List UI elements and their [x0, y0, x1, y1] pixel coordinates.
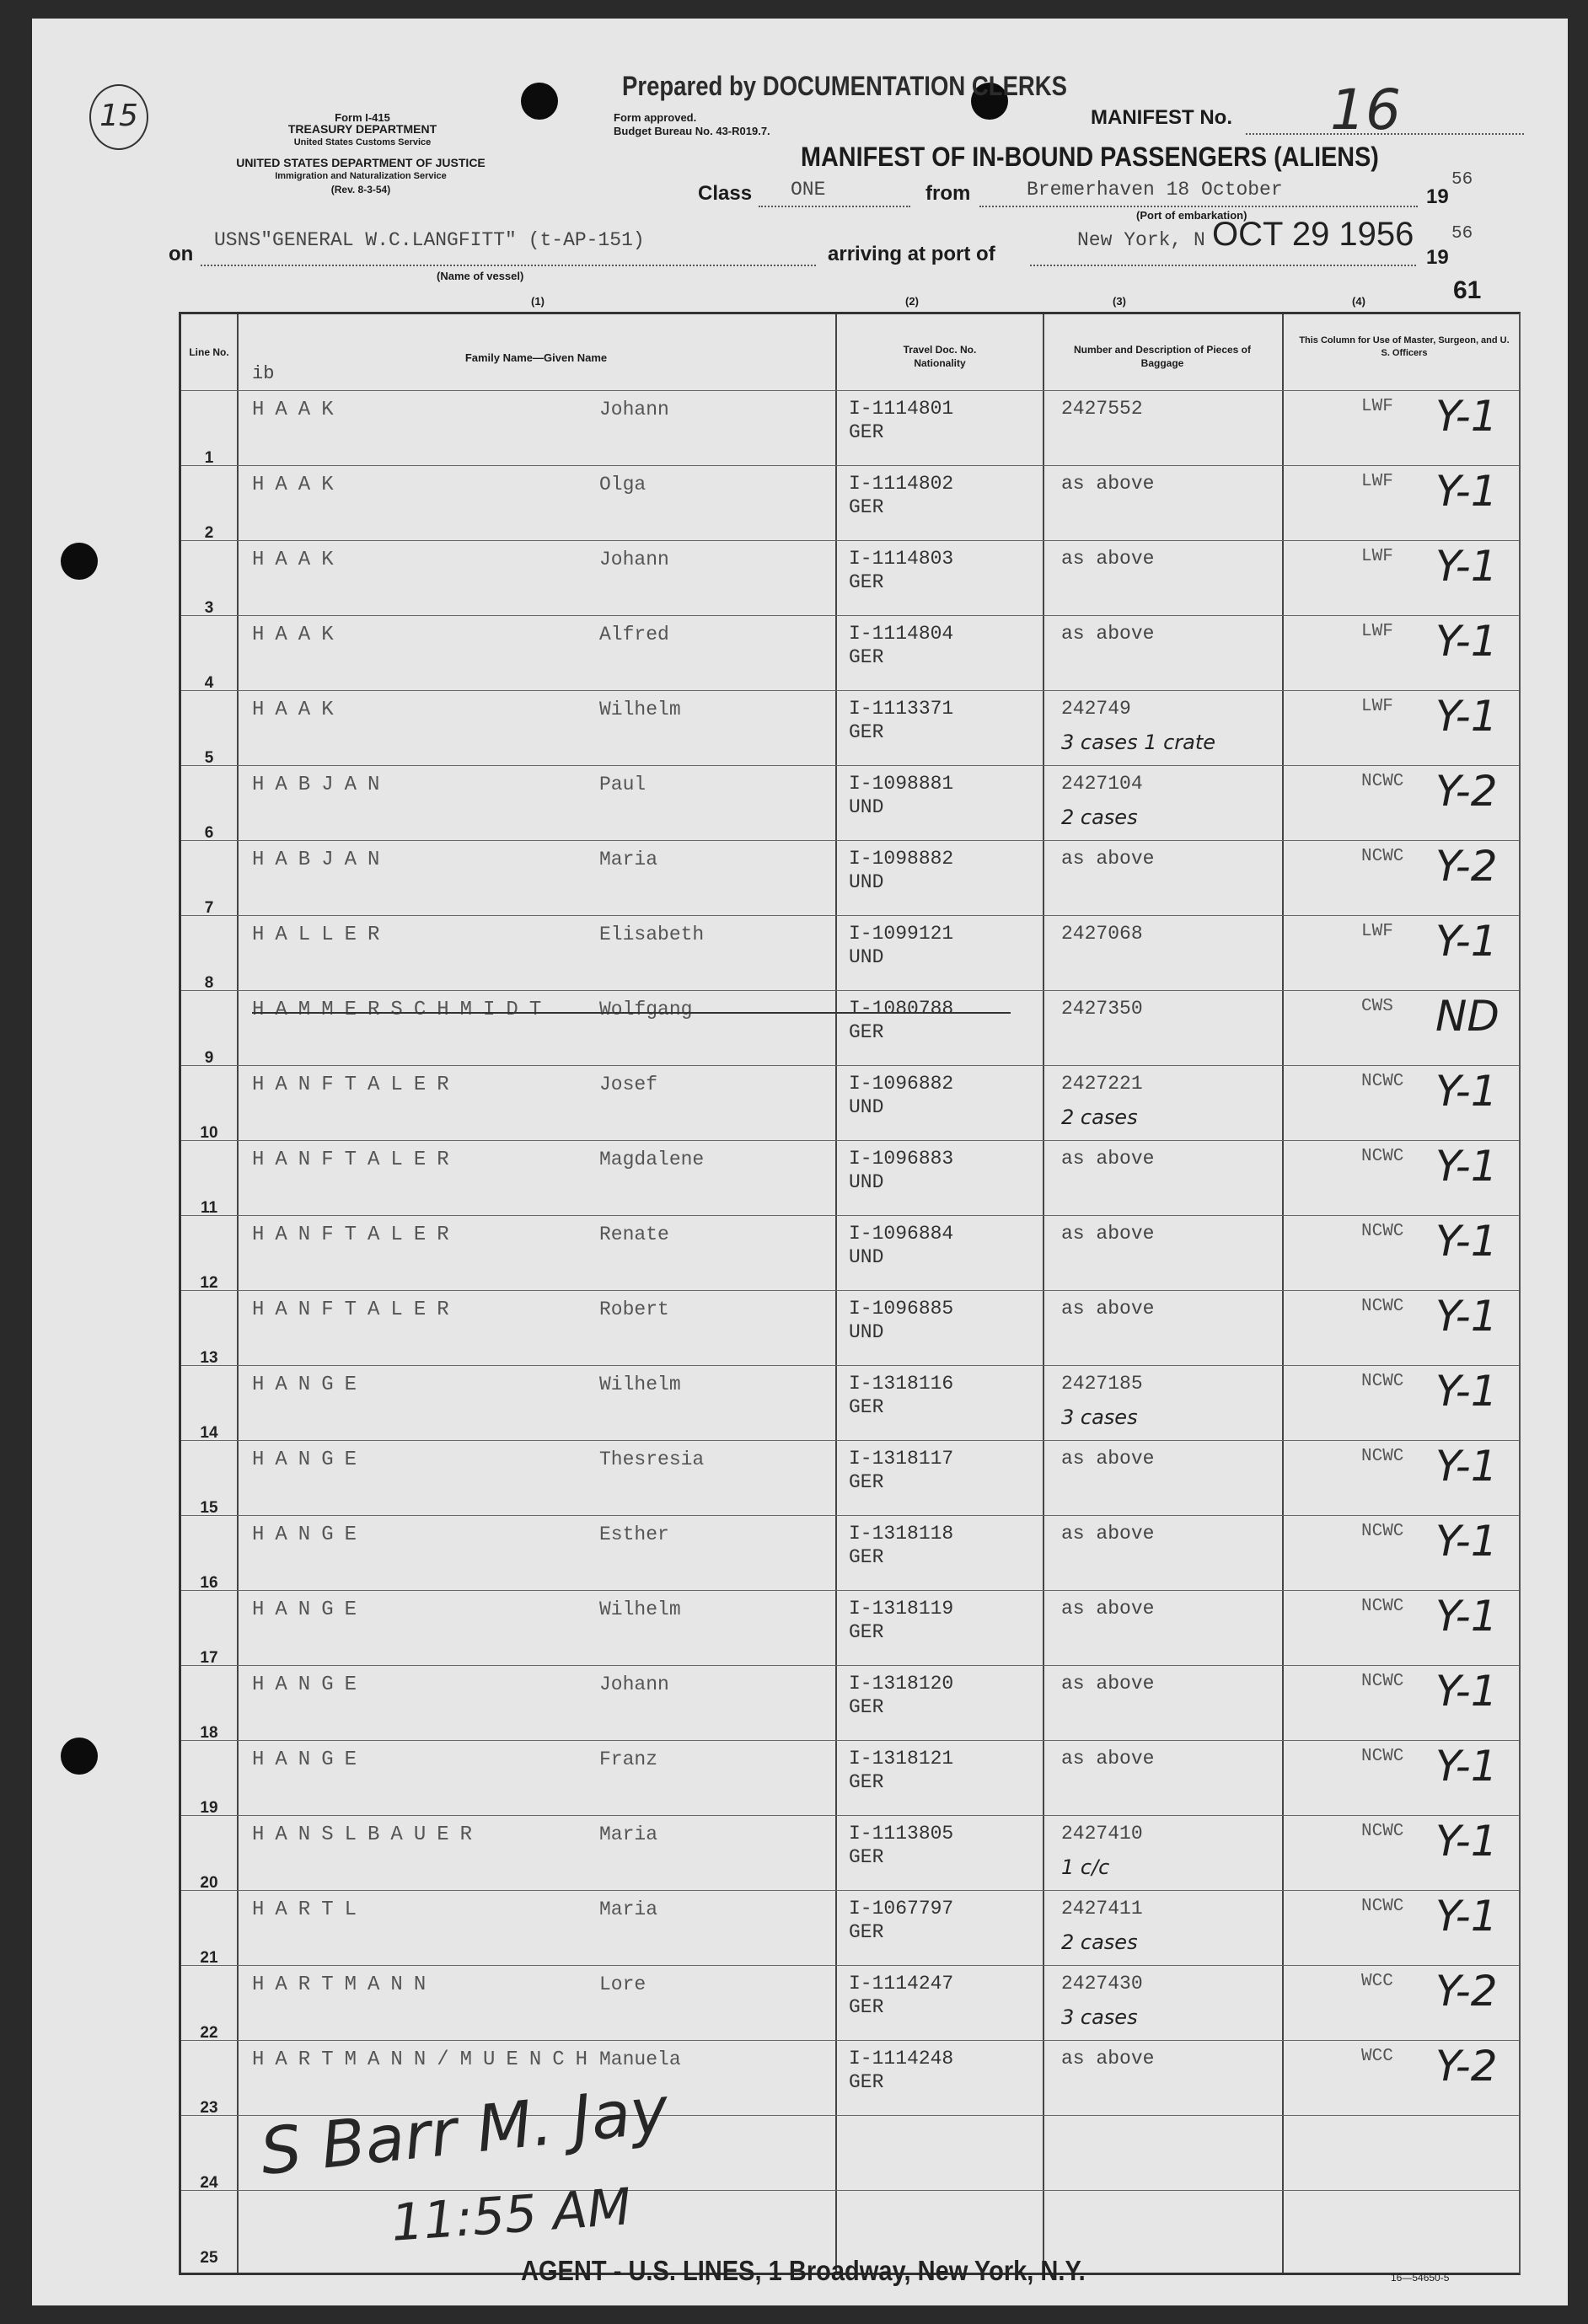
budget-bureau: Budget Bureau No. 43-R019.7.	[614, 125, 770, 137]
line-number: 6	[204, 824, 214, 842]
col-header-name: Family Name—Given Name	[464, 351, 608, 364]
col-header-travel-doc-text: Travel Doc. No. Nationality	[903, 344, 977, 369]
punch-hole-left-lower	[61, 1738, 98, 1775]
prepared-by-stamp: Prepared by DOCUMENTATION CLERKS	[622, 71, 1068, 101]
baggage-description: 3 cases	[1061, 2005, 1138, 2029]
manifest-sheet	[32, 19, 1568, 2305]
punch-hole-left-upper	[61, 543, 98, 580]
family-name: HAAK	[252, 399, 345, 421]
row-divider	[181, 390, 1519, 391]
form-number: Form I-415	[335, 111, 390, 124]
officer-mark: Y-1	[1435, 392, 1498, 441]
officer-mark: Y-1	[1435, 1592, 1498, 1641]
officer-mark: Y-1	[1435, 1067, 1498, 1116]
line-number: 11	[200, 1199, 218, 1217]
row-divider	[181, 1890, 1519, 1891]
baggage-description: 2 cases	[1061, 1930, 1138, 1954]
punch-hole-top-left	[521, 83, 558, 120]
revision-date: (Rev. 8-3-54)	[330, 184, 391, 195]
row-divider	[181, 2040, 1519, 2041]
travel-doc-number: I-1096882	[849, 1073, 954, 1095]
col-num-2: (2)	[905, 295, 919, 308]
baggage-number: as above	[1061, 1523, 1155, 1545]
line-number: 15	[200, 1499, 218, 1517]
col-divider-2	[835, 314, 837, 2273]
year-1: 56	[1451, 170, 1473, 190]
officer-mark: Y-1	[1435, 1367, 1498, 1416]
officer-mark: Y-1	[1435, 467, 1498, 516]
travel-doc-number: I-1067797	[849, 1898, 954, 1920]
nationality: GER	[849, 646, 884, 668]
given-name: Alfred	[599, 624, 669, 645]
year-prefix-2: 19	[1426, 246, 1449, 269]
baggage-description: 3 cases 1 crate	[1061, 731, 1216, 754]
agency-code: LWF	[1361, 397, 1393, 416]
date-stamp: OCT 29 1956	[1212, 216, 1414, 253]
agency-code: NCWC	[1361, 1447, 1404, 1466]
row-divider	[181, 1665, 1519, 1666]
agency-code: LWF	[1361, 547, 1393, 566]
col-header-line-no	[183, 346, 235, 358]
col-header-travel-doc	[881, 343, 999, 370]
agency-code: LWF	[1361, 922, 1393, 941]
officer-mark: Y-1	[1435, 1442, 1498, 1491]
row-divider	[181, 615, 1519, 616]
family-name: HAMMERSCHMIDT	[252, 999, 553, 1021]
officer-mark: Y-1	[1435, 617, 1498, 666]
given-name: Wilhelm	[599, 1598, 681, 1620]
line-number: 14	[200, 1424, 218, 1442]
agency-code: WCC	[1361, 1972, 1393, 1991]
family-name: HANGE	[252, 1523, 368, 1546]
baggage-description: 2 cases	[1061, 1106, 1138, 1129]
signature: S Barr M. Jay	[256, 2071, 672, 2190]
agency-code: NCWC	[1361, 772, 1404, 791]
signature-time: 11:55 AM	[389, 2177, 633, 2253]
baggage-number: as above	[1061, 1448, 1155, 1470]
travel-doc-number: I-1318116	[849, 1373, 954, 1395]
arrival-port: New York, N	[1077, 229, 1205, 251]
given-name: Renate	[599, 1224, 669, 1245]
officer-mark: Y-1	[1435, 1667, 1498, 1716]
baggage-number: 2427068	[1061, 923, 1143, 945]
line-number: 1	[204, 449, 214, 467]
family-name: HANGE	[252, 1748, 368, 1771]
nationality: GER	[849, 1771, 884, 1793]
family-name: HAAK	[252, 624, 345, 646]
line-number: 25	[200, 2249, 218, 2267]
col-divider-1	[237, 314, 239, 2273]
nationality: GER	[849, 1921, 884, 1943]
col-num-3: (3)	[1113, 295, 1126, 308]
line-number: 13	[200, 1349, 218, 1367]
class-underline	[759, 206, 910, 207]
col-num-4: (4)	[1352, 295, 1365, 308]
given-name: Johann	[599, 549, 669, 570]
port-embarkation-label: (Port of embarkation)	[1136, 209, 1247, 222]
agency-code: LWF	[1361, 697, 1393, 716]
line-number: 3	[204, 599, 214, 617]
arriving-label: arriving at port of	[828, 243, 995, 265]
given-name: Johann	[599, 399, 669, 420]
line-number: 10	[200, 1124, 218, 1142]
given-name: Elisabeth	[599, 924, 705, 945]
officer-mark: Y-1	[1435, 1217, 1498, 1266]
travel-doc-number: I-1099121	[849, 923, 954, 945]
family-name: HANGE	[252, 1673, 368, 1696]
nationality: GER	[849, 1996, 884, 2018]
agency-code: NCWC	[1361, 1222, 1404, 1241]
baggage-number: 2427410	[1061, 1823, 1143, 1845]
officer-mark: Y-1	[1435, 917, 1498, 966]
nationality: GER	[849, 1396, 884, 1418]
given-name: Paul	[599, 774, 646, 795]
travel-doc-number: I-1114802	[849, 473, 954, 495]
family-name: HARTL	[252, 1898, 368, 1921]
given-name: Wolfgang	[599, 999, 693, 1020]
travel-doc-number: I-1318120	[849, 1673, 954, 1695]
agency-code: LWF	[1361, 472, 1393, 491]
agency-code: NCWC	[1361, 1372, 1404, 1391]
line-number: 16	[200, 1574, 218, 1592]
row-divider	[181, 990, 1519, 991]
agency-code: WCC	[1361, 2047, 1393, 2066]
on-label: on	[169, 243, 194, 265]
row-divider	[181, 1815, 1519, 1816]
officer-mark: Y-1	[1435, 1742, 1498, 1791]
officer-mark: Y-1	[1435, 1892, 1498, 1941]
nationality: UND	[849, 871, 884, 893]
col-num-1: (1)	[531, 295, 545, 308]
baggage-number: 2427185	[1061, 1373, 1143, 1395]
customs-service: United States Customs Service	[293, 137, 432, 147]
agency-code: CWS	[1361, 997, 1393, 1016]
row-divider	[181, 1365, 1519, 1366]
line-number: 19	[200, 1799, 218, 1817]
nationality: UND	[849, 946, 884, 968]
vessel-name: USNS"GENERAL W.C.LANGFITT" (t-AP-151)	[214, 229, 645, 251]
manifest-no-value: 16	[1330, 78, 1401, 142]
family-name: HANGE	[252, 1448, 368, 1471]
treasury-department: TREASURY DEPARTMENT	[287, 122, 437, 136]
baggage-number: as above	[1061, 2048, 1155, 2070]
agency-code: NCWC	[1361, 1072, 1404, 1091]
line-number: 2	[204, 524, 214, 542]
given-name: Esther	[599, 1523, 669, 1545]
line-number: 12	[200, 1274, 218, 1292]
nationality: GER	[849, 496, 884, 518]
passenger-table	[179, 312, 1521, 2275]
family-name: HARTMANN/MUENCH	[252, 2048, 599, 2071]
year-prefix-1: 19	[1426, 185, 1449, 208]
agency-code: NCWC	[1361, 1597, 1404, 1616]
nationality: UND	[849, 1096, 884, 1118]
given-name: Wilhelm	[599, 699, 681, 720]
manifest-title: MANIFEST OF IN-BOUND PASSENGERS (ALIENS)	[801, 142, 1379, 172]
officer-mark: ND	[1435, 992, 1499, 1041]
line-number: 23	[200, 2099, 218, 2117]
baggage-description: 2 cases	[1061, 806, 1138, 829]
nationality: UND	[849, 1171, 884, 1193]
class-value: ONE	[791, 179, 826, 201]
row-divider	[181, 1965, 1519, 1966]
baggage-description: 1 c/c	[1061, 1855, 1110, 1879]
given-name: Maria	[599, 1823, 658, 1845]
col-divider-4	[1282, 314, 1284, 2273]
baggage-number: as above	[1061, 1598, 1155, 1620]
line-number: 8	[204, 974, 214, 992]
family-name: HAAK	[252, 699, 345, 721]
family-name: HANGE	[252, 1374, 368, 1396]
col-header-baggage	[1054, 343, 1270, 370]
col-header-line-no-text: Line No.	[189, 346, 229, 358]
officer-mark: Y-1	[1435, 1142, 1498, 1191]
travel-doc-number: I-1318121	[849, 1748, 954, 1770]
officer-mark: Y-1	[1435, 542, 1498, 591]
col-header-ib: ib	[252, 363, 275, 384]
baggage-number: 2427104	[1061, 773, 1143, 795]
line-number: 22	[200, 2024, 218, 2042]
given-name: Olga	[599, 474, 646, 495]
nationality: GER	[849, 1546, 884, 1568]
row-divider	[181, 1515, 1519, 1516]
col-header-officers-text: This Column for Use of Master, Surgeon, and U. S. Officers	[1299, 335, 1510, 358]
given-name: Magdalene	[599, 1149, 705, 1170]
col-header-officers	[1294, 335, 1515, 360]
from-value: Bremerhaven 18 October	[1027, 179, 1283, 201]
family-name: HANSLBAUER	[252, 1823, 484, 1846]
officer-mark: Y-2	[1435, 2042, 1498, 2091]
line-number: 4	[204, 674, 214, 692]
baggage-number: 2427552	[1061, 398, 1143, 420]
from-label: from	[925, 182, 971, 205]
row-divider	[181, 2190, 1519, 2191]
department-of-justice: UNITED STATES DEPARTMENT OF JUSTICE	[236, 156, 486, 169]
officer-mark: Y-1	[1435, 692, 1498, 741]
given-name: Robert	[599, 1299, 669, 1320]
nationality: GER	[849, 421, 884, 443]
officer-mark: Y-2	[1435, 1967, 1498, 2016]
travel-doc-number: I-1318119	[849, 1598, 954, 1620]
row-divider	[181, 540, 1519, 541]
officer-mark: Y-2	[1435, 842, 1498, 891]
nationality: GER	[849, 1696, 884, 1718]
form-code: 16—54650-5	[1391, 2272, 1450, 2284]
baggage-number: as above	[1061, 1748, 1155, 1770]
row-divider	[181, 1590, 1519, 1591]
row-divider	[181, 1140, 1519, 1141]
family-name: HANFTALER	[252, 1149, 460, 1171]
line-number: 18	[200, 1724, 218, 1742]
class-label: Class	[698, 182, 753, 205]
nationality: GER	[849, 1471, 884, 1493]
form-approved: Form approved.	[614, 111, 697, 124]
family-name: HABJAN	[252, 849, 391, 871]
row-divider	[181, 840, 1519, 841]
family-name: HANGE	[252, 1598, 368, 1621]
baggage-number: as above	[1061, 623, 1155, 645]
nationality: GER	[849, 2071, 884, 2093]
agency-code: NCWC	[1361, 847, 1404, 866]
page-number: 61	[1453, 276, 1482, 304]
baggage-number: 2427411	[1061, 1898, 1143, 1920]
travel-doc-number: I-1096884	[849, 1223, 954, 1245]
strike-through-line	[252, 1012, 1011, 1014]
travel-doc-number: I-1114801	[849, 398, 954, 420]
given-name: Maria	[599, 1898, 658, 1920]
nationality: GER	[849, 571, 884, 593]
row-divider	[181, 765, 1519, 766]
line-number: 21	[200, 1949, 218, 1967]
travel-doc-number: I-1080788	[849, 998, 954, 1020]
col-divider-3	[1043, 314, 1044, 2273]
line-number: 20	[200, 1874, 218, 1892]
line-number: 5	[204, 749, 214, 767]
travel-doc-number: I-1096885	[849, 1298, 954, 1320]
family-name: HARTMANN	[252, 1973, 437, 1996]
travel-doc-number: I-1114803	[849, 548, 954, 570]
agent-stamp: AGENT - U.S. LINES, 1 Broadway, New York, N.Y.	[521, 2255, 1086, 2286]
family-name: HAAK	[252, 549, 345, 571]
vessel-name-label: (Name of vessel)	[437, 270, 524, 282]
family-name: HALLER	[252, 924, 391, 946]
given-name: Franz	[599, 1748, 658, 1770]
row-divider	[181, 1215, 1519, 1216]
row-divider	[181, 915, 1519, 916]
row-divider	[181, 465, 1519, 466]
baggage-description: 3 cases	[1061, 1406, 1138, 1429]
given-name: Manuela	[599, 2048, 681, 2070]
nationality: UND	[849, 1321, 884, 1343]
travel-doc-number: I-1098882	[849, 848, 954, 870]
line-number: 24	[200, 2174, 218, 2192]
travel-doc-number: I-1318117	[849, 1448, 954, 1470]
baggage-number: as above	[1061, 1673, 1155, 1695]
family-name: HABJAN	[252, 774, 391, 796]
officer-mark: Y-2	[1435, 767, 1498, 816]
baggage-number: 242749	[1061, 698, 1131, 720]
baggage-number: 2427350	[1061, 998, 1143, 1020]
circled-number-text: 15	[99, 99, 138, 133]
line-number: 7	[204, 899, 214, 917]
travel-doc-number: I-1096883	[849, 1148, 954, 1170]
officer-mark: Y-1	[1435, 1517, 1498, 1566]
nationality: UND	[849, 796, 884, 818]
nationality: GER	[849, 1621, 884, 1643]
travel-doc-number: I-1098881	[849, 773, 954, 795]
line-number: 9	[204, 1049, 214, 1067]
agency-code: LWF	[1361, 622, 1393, 641]
officer-mark: Y-1	[1435, 1292, 1498, 1341]
line-number: 17	[200, 1649, 218, 1667]
agency-code: NCWC	[1361, 1747, 1404, 1766]
travel-doc-number: I-1318118	[849, 1523, 954, 1545]
travel-doc-number: I-1114804	[849, 623, 954, 645]
family-name: HANFTALER	[252, 1224, 460, 1246]
baggage-number: as above	[1061, 848, 1155, 870]
vessel-underline	[201, 265, 816, 266]
given-name: Johann	[599, 1673, 669, 1695]
travel-doc-number: I-1113805	[849, 1823, 954, 1845]
officer-mark: Y-1	[1435, 1817, 1498, 1866]
agency-code: NCWC	[1361, 1522, 1404, 1541]
from-underline	[979, 206, 1418, 207]
given-name: Thesresia	[599, 1448, 705, 1470]
baggage-number: as above	[1061, 473, 1155, 495]
given-name: Lore	[599, 1973, 646, 1995]
family-name: HANFTALER	[252, 1299, 460, 1321]
year-2: 56	[1451, 224, 1473, 244]
baggage-number: as above	[1061, 1223, 1155, 1245]
agency-code: NCWC	[1361, 1822, 1404, 1841]
nationality: GER	[849, 721, 884, 743]
manifest-no-label: MANIFEST No.	[1091, 106, 1232, 129]
row-divider	[181, 1740, 1519, 1741]
agency-code: NCWC	[1361, 1147, 1404, 1166]
baggage-number: 2427430	[1061, 1973, 1143, 1995]
ins-line: Immigration and Naturalization Service	[275, 171, 447, 181]
row-divider	[181, 690, 1519, 691]
baggage-number: as above	[1061, 1298, 1155, 1320]
col-header-baggage-text: Number and Description of Pieces of Baggage	[1073, 344, 1252, 369]
circled-number	[89, 84, 148, 150]
given-name: Wilhelm	[599, 1374, 681, 1395]
baggage-number: as above	[1061, 548, 1155, 570]
agency-code: NCWC	[1361, 1672, 1404, 1691]
baggage-number: as above	[1061, 1148, 1155, 1170]
family-name: HANFTALER	[252, 1074, 460, 1096]
baggage-number: 2427221	[1061, 1073, 1143, 1095]
given-name: Maria	[599, 849, 658, 870]
arrival-underline	[1030, 265, 1416, 266]
agency-code: NCWC	[1361, 1297, 1404, 1316]
travel-doc-number: I-1114248	[849, 2048, 954, 2070]
nationality: GER	[849, 1021, 884, 1043]
nationality: GER	[849, 1846, 884, 1868]
travel-doc-number: I-1114247	[849, 1973, 954, 1995]
travel-doc-number: I-1113371	[849, 698, 954, 720]
nationality: UND	[849, 1246, 884, 1268]
family-name: HAAK	[252, 474, 345, 496]
given-name: Josef	[599, 1074, 658, 1095]
row-divider	[181, 1440, 1519, 1441]
row-divider	[181, 1290, 1519, 1291]
row-divider	[181, 1065, 1519, 1066]
agency-code: NCWC	[1361, 1897, 1404, 1916]
